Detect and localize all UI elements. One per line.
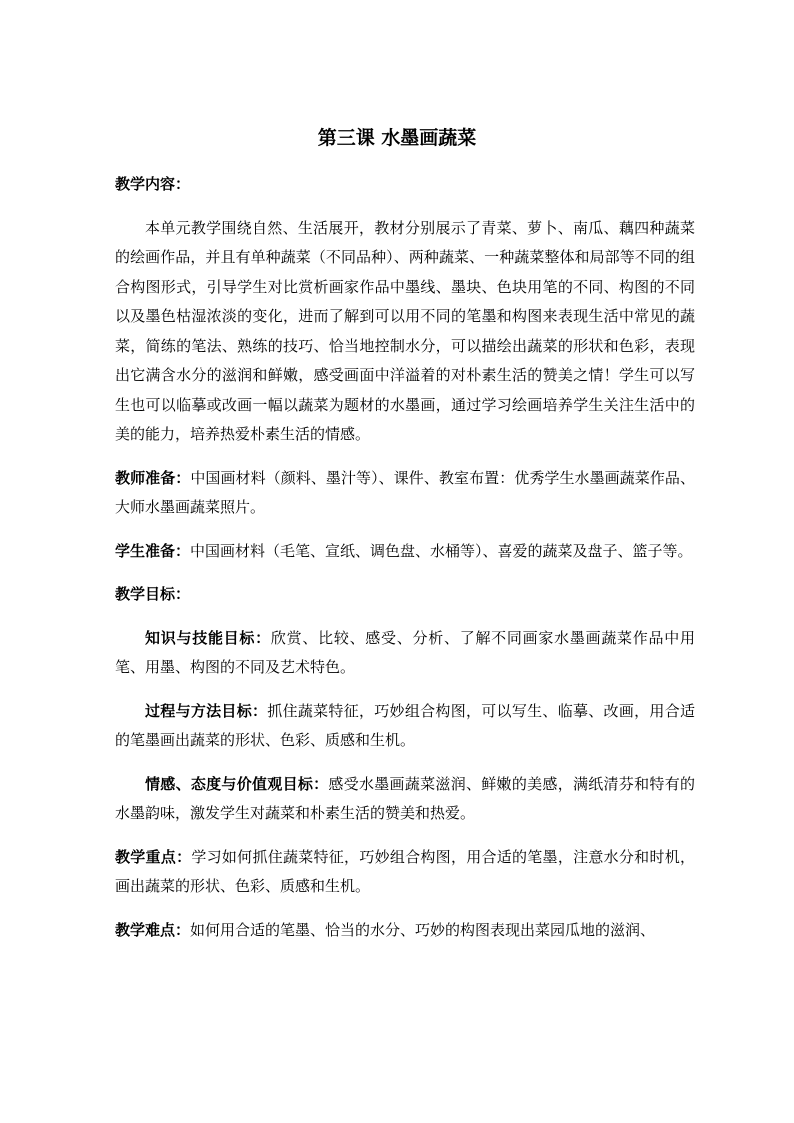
label-teacher-prep: 教师准备： — [115, 468, 191, 487]
paragraph-objective-process — [115, 697, 695, 756]
paragraph-teaching-content: 本单元教学围绕自然、生活展开，教材分别展示了青菜、萝卜、南瓜、藕四种蔬菜的绘画作品，并且有单种蔬菜（不同品种）、两种蔬菜、一种蔬菜整体和局部等不同的组合构图形式，引导学生对比赏析画家作品中墨线、墨块、色块用笔的不同、构图的不同以及墨色枯湿浓淡的变化，进而了解到可以用不同的笔墨和构图来表现生活中常见的蔬菜，简练的笔法、熟练的技巧、恰当地控制水分，可以描绘出蔬菜的形状和色彩，表现出它满含水分的滋润和鲜嫩，感受画面中洋溢着的对朴素生活的赞美之情！学生可以写生也可以临摹或改画一幅以蔬菜为题材的水墨画，通过学习绘画培养学生关注生活中的美的能力，培养热爱朴素生活的情感。 — [115, 218, 695, 443]
text-objective-knowledge: 欣赏、比较、感受、分析、了解不同画家水墨画蔬菜作品中用笔、用墨、构图的不同及艺术特色。 — [115, 628, 695, 676]
paragraph-key-point — [115, 843, 695, 902]
label-key-point: 教学重点： — [115, 847, 192, 866]
paragraph-student-prep — [115, 537, 695, 567]
paragraph-objective-knowledge — [115, 624, 695, 683]
label-difficulty: 教学难点： — [115, 920, 191, 939]
section-heading-objectives — [115, 580, 695, 610]
text-objective-process: 抓住蔬菜特征，巧妙组合构图，可以写生、临摹、改画，用合适的笔墨画出蔬菜的形状、色彩、质感和生机。 — [115, 701, 695, 749]
text-objective-emotion: 感受水墨画蔬菜滋润、鲜嫩的美感，满纸清芬和特有的水墨韵味，激发学生对蔬菜和朴素生活的赞美和热爱。 — [115, 774, 695, 822]
label-objectives: 教学目标： — [115, 585, 191, 603]
label-objective-emotion: 情感、态度与价值观目标： — [145, 774, 329, 793]
text-difficulty: 如何用合适的笔墨、恰当的水分、巧妙的构图表现出菜园瓜地的滋润、 — [190, 920, 656, 939]
paragraph-difficulty — [115, 916, 695, 946]
label-student-prep: 学生准备： — [115, 541, 191, 560]
paragraph-objective-emotion — [115, 770, 695, 829]
page-title: 第三课 水墨画蔬菜 — [317, 127, 477, 149]
document-body — [115, 170, 695, 945]
text-key-point: 学习如何抓住蔬菜特征，巧妙组合构图，用合适的笔墨，注意水分和时机，画出蔬菜的形状、色彩、质感和生机。 — [115, 847, 695, 895]
text-teacher-prep: 中国画材料（颜料、墨汁等）、课件、教室布置：优秀学生水墨画蔬菜作品、大师水墨画蔬菜照片。 — [115, 468, 695, 516]
label-teaching-content: 教学内容： — [115, 175, 191, 193]
label-objective-knowledge: 知识与技能目标： — [145, 628, 271, 647]
paragraph-teacher-prep — [115, 464, 695, 523]
label-objective-process: 过程与方法目标： — [145, 701, 268, 720]
section-heading-teaching-content — [115, 170, 695, 200]
text-student-prep: 中国画材料（毛笔、宣纸、调色盘、水桶等）、喜爱的蔬菜及盘子、篮子等。 — [190, 541, 693, 560]
